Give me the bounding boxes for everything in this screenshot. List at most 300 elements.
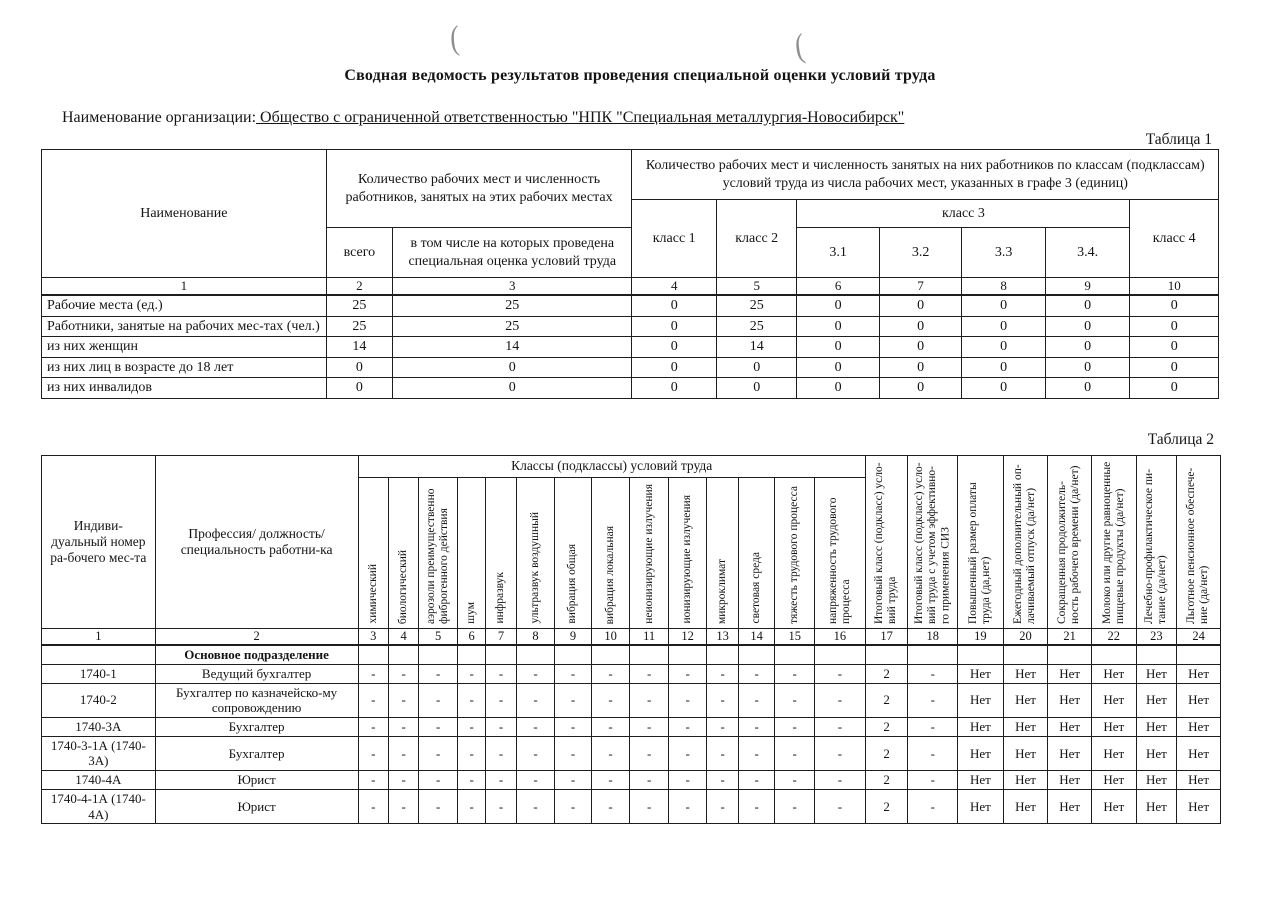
cell-value: - bbox=[555, 717, 592, 736]
rotated-label: неионизирующие излучения bbox=[642, 484, 655, 624]
cell-value: - bbox=[668, 789, 707, 823]
header-name: Наименование bbox=[42, 150, 327, 278]
cell-value: - bbox=[908, 736, 958, 770]
empty-cell bbox=[486, 645, 516, 664]
cell-value: Нет bbox=[1003, 789, 1048, 823]
column-number: 13 bbox=[707, 629, 738, 646]
cell-value: 25 bbox=[716, 316, 796, 337]
factor-column-header bbox=[388, 478, 418, 629]
cell-value: - bbox=[486, 717, 516, 736]
workplace-id: 1740-1 bbox=[42, 664, 156, 683]
cell-value: 0 bbox=[962, 337, 1045, 358]
cell-value: Нет bbox=[1136, 683, 1177, 717]
empty-cell bbox=[814, 645, 865, 664]
cell-value: - bbox=[738, 736, 775, 770]
column-number: 1 bbox=[42, 629, 156, 646]
cell-value: - bbox=[419, 664, 458, 683]
cell-value: - bbox=[358, 717, 388, 736]
cell-value: - bbox=[486, 683, 516, 717]
cell-value: Нет bbox=[1136, 664, 1177, 683]
cell-value: Нет bbox=[1048, 717, 1092, 736]
result-column-header bbox=[1091, 456, 1136, 629]
cell-value: Нет bbox=[1003, 683, 1048, 717]
cell-value: - bbox=[814, 789, 865, 823]
table1-data-row bbox=[42, 295, 1219, 316]
cell-value: 0 bbox=[962, 357, 1045, 378]
cell-value: Нет bbox=[1091, 717, 1136, 736]
cell-value: Нет bbox=[1177, 770, 1221, 789]
cell-value: - bbox=[630, 664, 669, 683]
table1-data-row bbox=[42, 378, 1219, 399]
cell-value: 25 bbox=[326, 295, 392, 316]
cell-value: 0 bbox=[1130, 378, 1219, 399]
cell-value: Нет bbox=[1048, 664, 1092, 683]
header-class3-sub: 3.2 bbox=[879, 228, 961, 278]
table2-data-row bbox=[42, 736, 1221, 770]
cell-value: - bbox=[591, 664, 630, 683]
cell-value: - bbox=[630, 770, 669, 789]
cell-value: - bbox=[775, 770, 815, 789]
cell-value: - bbox=[358, 770, 388, 789]
cell-value: - bbox=[516, 683, 555, 717]
cell-value: - bbox=[516, 736, 555, 770]
column-number: 24 bbox=[1177, 629, 1221, 646]
cell-value: 0 bbox=[632, 378, 716, 399]
cell-value: - bbox=[457, 736, 485, 770]
cell-value: 0 bbox=[879, 357, 961, 378]
rotated-label: световая среда bbox=[750, 552, 763, 624]
cell-value: - bbox=[388, 664, 418, 683]
result-column-header bbox=[1003, 456, 1048, 629]
empty-cell bbox=[358, 645, 388, 664]
cell-value: - bbox=[738, 789, 775, 823]
cell-value: - bbox=[388, 717, 418, 736]
empty-cell bbox=[668, 645, 707, 664]
header-group-right: Количество рабочих мест и численность занятых на них работников по классам (подклассам) условий труда из числа рабочих мест, указанных в графе 3 (единиц) bbox=[632, 150, 1219, 200]
cell-value: 2 bbox=[865, 736, 908, 770]
rotated-label: шум bbox=[465, 602, 478, 624]
rotated-label: Сокращенная продолжитель-ность рабочего времени (да/нет) bbox=[1056, 465, 1082, 624]
cell-value: 0 bbox=[326, 357, 392, 378]
cell-value: - bbox=[419, 683, 458, 717]
cell-value: 0 bbox=[716, 357, 796, 378]
empty-cell bbox=[738, 645, 775, 664]
factor-column-header bbox=[358, 478, 388, 629]
empty-cell bbox=[1091, 645, 1136, 664]
cell-value: - bbox=[668, 736, 707, 770]
cell-value: - bbox=[516, 717, 555, 736]
cell-value: 14 bbox=[393, 337, 632, 358]
cell-value: - bbox=[486, 664, 516, 683]
factor-column-header bbox=[707, 478, 738, 629]
cell-value: - bbox=[738, 770, 775, 789]
cell-value: 0 bbox=[1045, 295, 1129, 316]
cell-value: - bbox=[738, 664, 775, 683]
rotated-label: вибрация локальная bbox=[603, 525, 616, 624]
column-number: 19 bbox=[958, 629, 1004, 646]
cell-value: Нет bbox=[1003, 664, 1048, 683]
cell-value: 0 bbox=[632, 295, 716, 316]
cell-value: 0 bbox=[632, 357, 716, 378]
cell-value: 0 bbox=[797, 378, 879, 399]
cell-value: - bbox=[555, 683, 592, 717]
cell-value: 0 bbox=[962, 295, 1045, 316]
cell-value: 0 bbox=[1045, 337, 1129, 358]
empty-cell bbox=[42, 645, 156, 664]
cell-value: 14 bbox=[716, 337, 796, 358]
cell-value: - bbox=[555, 736, 592, 770]
cell-value: 0 bbox=[1130, 316, 1219, 337]
cell-value: - bbox=[457, 683, 485, 717]
cell-value: - bbox=[591, 770, 630, 789]
empty-cell bbox=[908, 645, 958, 664]
column-number: 20 bbox=[1003, 629, 1048, 646]
cell-value: 0 bbox=[1130, 357, 1219, 378]
table1-data-row bbox=[42, 337, 1219, 358]
cell-value: Нет bbox=[1136, 789, 1177, 823]
cell-value: 0 bbox=[879, 337, 961, 358]
cell-value: 25 bbox=[393, 295, 632, 316]
empty-cell bbox=[388, 645, 418, 664]
cell-value: 0 bbox=[962, 316, 1045, 337]
header-class3-sub: 3.1 bbox=[797, 228, 879, 278]
cell-value: - bbox=[388, 789, 418, 823]
cell-value: 2 bbox=[865, 789, 908, 823]
column-number: 21 bbox=[1048, 629, 1092, 646]
rotated-label: химический bbox=[366, 564, 379, 624]
cell-value: - bbox=[908, 770, 958, 789]
column-number: 23 bbox=[1136, 629, 1177, 646]
column-number: 2 bbox=[326, 278, 392, 296]
cell-value: Нет bbox=[958, 736, 1004, 770]
cell-value: - bbox=[707, 717, 738, 736]
cell-value: - bbox=[908, 717, 958, 736]
factor-column-header bbox=[775, 478, 815, 629]
cell-value: - bbox=[908, 789, 958, 823]
organization-label: Наименование организации: bbox=[62, 109, 257, 126]
empty-cell bbox=[865, 645, 908, 664]
rotated-label: тяжесть трудового процесса bbox=[788, 486, 801, 624]
column-number: 7 bbox=[486, 629, 516, 646]
column-number: 11 bbox=[630, 629, 669, 646]
cell-value: Нет bbox=[1048, 736, 1092, 770]
workplace-id: 1740-3-1А (1740-3А) bbox=[42, 736, 156, 770]
cell-value: Нет bbox=[1136, 770, 1177, 789]
table1-data-row bbox=[42, 357, 1219, 378]
empty-cell bbox=[1048, 645, 1092, 664]
cell-value: 0 bbox=[393, 357, 632, 378]
profession: Бухгалтер bbox=[155, 736, 358, 770]
table2-data-row bbox=[42, 717, 1221, 736]
cell-value: 0 bbox=[632, 337, 716, 358]
empty-cell bbox=[1003, 645, 1048, 664]
cell-value: 0 bbox=[879, 316, 961, 337]
cell-value: Нет bbox=[1091, 664, 1136, 683]
column-number: 9 bbox=[1045, 278, 1129, 296]
workplace-id: 1740-4-1А (1740-4А) bbox=[42, 789, 156, 823]
workplace-id: 1740-2 bbox=[42, 683, 156, 717]
column-number: 6 bbox=[797, 278, 879, 296]
empty-cell bbox=[591, 645, 630, 664]
empty-cell bbox=[457, 645, 485, 664]
row-label: Работники, занятые на рабочих мес-тах (чел.) bbox=[42, 316, 327, 337]
empty-cell bbox=[1177, 645, 1221, 664]
cell-value: 0 bbox=[1045, 316, 1129, 337]
cell-value: Нет bbox=[1048, 770, 1092, 789]
profession: Юрист bbox=[155, 770, 358, 789]
cell-value: - bbox=[555, 789, 592, 823]
cell-value: 0 bbox=[1045, 357, 1129, 378]
rotated-label: ионизирующие излучения bbox=[681, 495, 694, 624]
column-number: 8 bbox=[516, 629, 555, 646]
cell-value: - bbox=[814, 770, 865, 789]
column-number: 10 bbox=[591, 629, 630, 646]
cell-value: 2 bbox=[865, 664, 908, 683]
column-number: 22 bbox=[1091, 629, 1136, 646]
cell-value: - bbox=[388, 736, 418, 770]
cell-value: - bbox=[814, 736, 865, 770]
cell-value: - bbox=[908, 683, 958, 717]
cell-value: - bbox=[555, 664, 592, 683]
header-class1: класс 1 bbox=[632, 200, 716, 278]
cell-value: - bbox=[630, 683, 669, 717]
column-number: 18 bbox=[908, 629, 958, 646]
cell-value: 0 bbox=[1045, 378, 1129, 399]
cell-value: - bbox=[591, 789, 630, 823]
factor-column-header bbox=[738, 478, 775, 629]
header-workplace-id: Индиви-дуальный номер ра-бочего мес-та bbox=[42, 456, 156, 629]
cell-value: - bbox=[457, 789, 485, 823]
table2-data-row bbox=[42, 664, 1221, 683]
result-column-header bbox=[908, 456, 958, 629]
column-number: 4 bbox=[632, 278, 716, 296]
section-label: Основное подразделение bbox=[155, 645, 358, 664]
header-class4: класс 4 bbox=[1130, 200, 1219, 278]
cell-value: - bbox=[388, 770, 418, 789]
workplace-id: 1740-4А bbox=[42, 770, 156, 789]
cell-value: Нет bbox=[1091, 789, 1136, 823]
row-label: из них лиц в возрасте до 18 лет bbox=[42, 357, 327, 378]
factor-column-header bbox=[630, 478, 669, 629]
cell-value: - bbox=[457, 770, 485, 789]
factor-column-header bbox=[591, 478, 630, 629]
cell-value: Нет bbox=[1136, 736, 1177, 770]
rotated-label: Итоговый класс (подкласс) усло-вий труда bbox=[873, 462, 899, 624]
cell-value: Нет bbox=[958, 717, 1004, 736]
column-number: 5 bbox=[419, 629, 458, 646]
cell-value: Нет bbox=[1091, 770, 1136, 789]
cell-value: - bbox=[388, 683, 418, 717]
empty-cell bbox=[419, 645, 458, 664]
cell-value: Нет bbox=[1003, 770, 1048, 789]
table2-data-row bbox=[42, 683, 1221, 717]
row-label: из них женщин bbox=[42, 337, 327, 358]
cell-value: - bbox=[419, 736, 458, 770]
result-column-header bbox=[1177, 456, 1221, 629]
cell-value: - bbox=[707, 736, 738, 770]
cell-value: 25 bbox=[326, 316, 392, 337]
cell-value: - bbox=[814, 664, 865, 683]
header-class3-sub: 3.4. bbox=[1045, 228, 1129, 278]
column-number: 17 bbox=[865, 629, 908, 646]
empty-cell bbox=[1136, 645, 1177, 664]
cell-value: Нет bbox=[958, 789, 1004, 823]
result-column-header bbox=[1136, 456, 1177, 629]
rotated-label: Льготное пенсионное обеспече-ние (да/нет) bbox=[1185, 467, 1211, 624]
result-column-header bbox=[1048, 456, 1092, 629]
cell-value: - bbox=[707, 789, 738, 823]
cell-value: Нет bbox=[958, 770, 1004, 789]
cell-value: Нет bbox=[1136, 717, 1177, 736]
factor-column-header bbox=[486, 478, 516, 629]
cell-value: - bbox=[775, 664, 815, 683]
cell-value: - bbox=[486, 770, 516, 789]
cell-value: - bbox=[486, 789, 516, 823]
table-2-workplaces bbox=[41, 455, 1221, 824]
table1-caption: Таблица 1 bbox=[1145, 131, 1212, 148]
table2-header-row bbox=[42, 456, 1221, 478]
cell-value: 0 bbox=[797, 295, 879, 316]
cell-value: 25 bbox=[393, 316, 632, 337]
result-column-header bbox=[958, 456, 1004, 629]
column-number: 6 bbox=[457, 629, 485, 646]
cell-value: - bbox=[775, 683, 815, 717]
cell-value: - bbox=[591, 683, 630, 717]
rotated-label: вибрация общая bbox=[566, 544, 579, 624]
column-number: 8 bbox=[962, 278, 1045, 296]
cell-value: - bbox=[555, 770, 592, 789]
column-number: 15 bbox=[775, 629, 815, 646]
table1-header-row bbox=[42, 150, 1219, 200]
scan-artifact-mark: ( bbox=[448, 19, 461, 58]
header-class3-sub: 3.3 bbox=[962, 228, 1045, 278]
cell-value: - bbox=[630, 789, 669, 823]
cell-value: 0 bbox=[879, 378, 961, 399]
cell-value: Нет bbox=[958, 683, 1004, 717]
workplace-id: 1740-3А bbox=[42, 717, 156, 736]
cell-value: Нет bbox=[1003, 717, 1048, 736]
table2-data-row bbox=[42, 770, 1221, 789]
factor-column-header bbox=[419, 478, 458, 629]
cell-value: 0 bbox=[393, 378, 632, 399]
cell-value: - bbox=[707, 683, 738, 717]
cell-value: 14 bbox=[326, 337, 392, 358]
profession: Ведущий бухгалтер bbox=[155, 664, 358, 683]
cell-value: - bbox=[457, 664, 485, 683]
cell-value: Нет bbox=[1003, 736, 1048, 770]
column-number: 14 bbox=[738, 629, 775, 646]
cell-value: 0 bbox=[879, 295, 961, 316]
cell-value: - bbox=[668, 717, 707, 736]
empty-cell bbox=[630, 645, 669, 664]
cell-value: - bbox=[630, 736, 669, 770]
cell-value: 0 bbox=[716, 378, 796, 399]
cell-value: Нет bbox=[1177, 736, 1221, 770]
empty-cell bbox=[516, 645, 555, 664]
header-group-left: Количество рабочих мест и численность работников, занятых на этих рабочих местах bbox=[326, 150, 632, 228]
cell-value: - bbox=[419, 770, 458, 789]
empty-cell bbox=[707, 645, 738, 664]
cell-value: Нет bbox=[1048, 789, 1092, 823]
column-number: 3 bbox=[358, 629, 388, 646]
column-number: 1 bbox=[42, 278, 327, 296]
rotated-label: аэрозоли преимущественно фиброгенного действия bbox=[424, 488, 451, 624]
cell-value: - bbox=[358, 789, 388, 823]
header-classes-group: Классы (подклассы) условий труда bbox=[358, 456, 865, 478]
header-class3: класс 3 bbox=[797, 200, 1130, 228]
rotated-label: инфразвук bbox=[494, 572, 507, 624]
table1-data-row bbox=[42, 316, 1219, 337]
factor-column-header bbox=[457, 478, 485, 629]
rotated-label: Молоко или другие равноценные пищевые продукты (да/нет) bbox=[1100, 461, 1126, 624]
column-number: 2 bbox=[155, 629, 358, 646]
cell-value: Нет bbox=[1177, 789, 1221, 823]
factor-column-header bbox=[814, 478, 865, 629]
cell-value: 0 bbox=[1130, 295, 1219, 316]
column-number: 5 bbox=[716, 278, 796, 296]
cell-value: Нет bbox=[1177, 683, 1221, 717]
page-title: Сводная ведомость результатов проведения специальной оценки условий труда bbox=[344, 67, 936, 84]
cell-value: - bbox=[668, 683, 707, 717]
cell-value: Нет bbox=[1048, 683, 1092, 717]
row-label: Рабочие места (ед.) bbox=[42, 295, 327, 316]
table2-column-numbers-row bbox=[42, 629, 1221, 646]
cell-value: - bbox=[419, 717, 458, 736]
column-number: 7 bbox=[879, 278, 961, 296]
cell-value: - bbox=[668, 770, 707, 789]
cell-value: 0 bbox=[632, 316, 716, 337]
cell-value: - bbox=[591, 736, 630, 770]
cell-value: Нет bbox=[1177, 664, 1221, 683]
column-number: 16 bbox=[814, 629, 865, 646]
empty-cell bbox=[958, 645, 1004, 664]
cell-value: - bbox=[419, 789, 458, 823]
result-column-header bbox=[865, 456, 908, 629]
header-col-assessed: в том числе на которых проведена специальная оценка условий труда bbox=[393, 228, 632, 278]
cell-value: Нет bbox=[1091, 683, 1136, 717]
rotated-label: Лечебно-профилактическое пи-тание (да/нет) bbox=[1143, 468, 1169, 624]
column-number: 12 bbox=[668, 629, 707, 646]
row-label: из них инвалидов bbox=[42, 378, 327, 399]
cell-value: - bbox=[775, 789, 815, 823]
cell-value: - bbox=[457, 717, 485, 736]
rotated-label: ультразвук воздушный bbox=[528, 512, 541, 624]
cell-value: - bbox=[358, 683, 388, 717]
column-number: 4 bbox=[388, 629, 418, 646]
cell-value: - bbox=[814, 683, 865, 717]
profession: Юрист bbox=[155, 789, 358, 823]
rotated-label: биологический bbox=[397, 549, 410, 624]
cell-value: Нет bbox=[1177, 717, 1221, 736]
factor-column-header bbox=[555, 478, 592, 629]
cell-value: 0 bbox=[797, 316, 879, 337]
rotated-label: Повышенный размер оплаты труда (да,нет) bbox=[967, 482, 993, 624]
cell-value: - bbox=[516, 789, 555, 823]
header-col-total: всего bbox=[326, 228, 392, 278]
cell-value: - bbox=[486, 736, 516, 770]
profession: Бухгалтер по казначейско-му сопровождению bbox=[155, 683, 358, 717]
column-number: 10 bbox=[1130, 278, 1219, 296]
cell-value: - bbox=[738, 683, 775, 717]
cell-value: - bbox=[738, 717, 775, 736]
cell-value: - bbox=[358, 736, 388, 770]
cell-value: - bbox=[775, 736, 815, 770]
table2-caption: Таблица 2 bbox=[1147, 431, 1214, 448]
rotated-label: Итоговый класс (подкласс) усло-вий труда с учетом эффективно-го применения СИЗ bbox=[912, 462, 952, 624]
cell-value: Нет bbox=[958, 664, 1004, 683]
table-1-summary bbox=[41, 149, 1219, 399]
cell-value: - bbox=[358, 664, 388, 683]
